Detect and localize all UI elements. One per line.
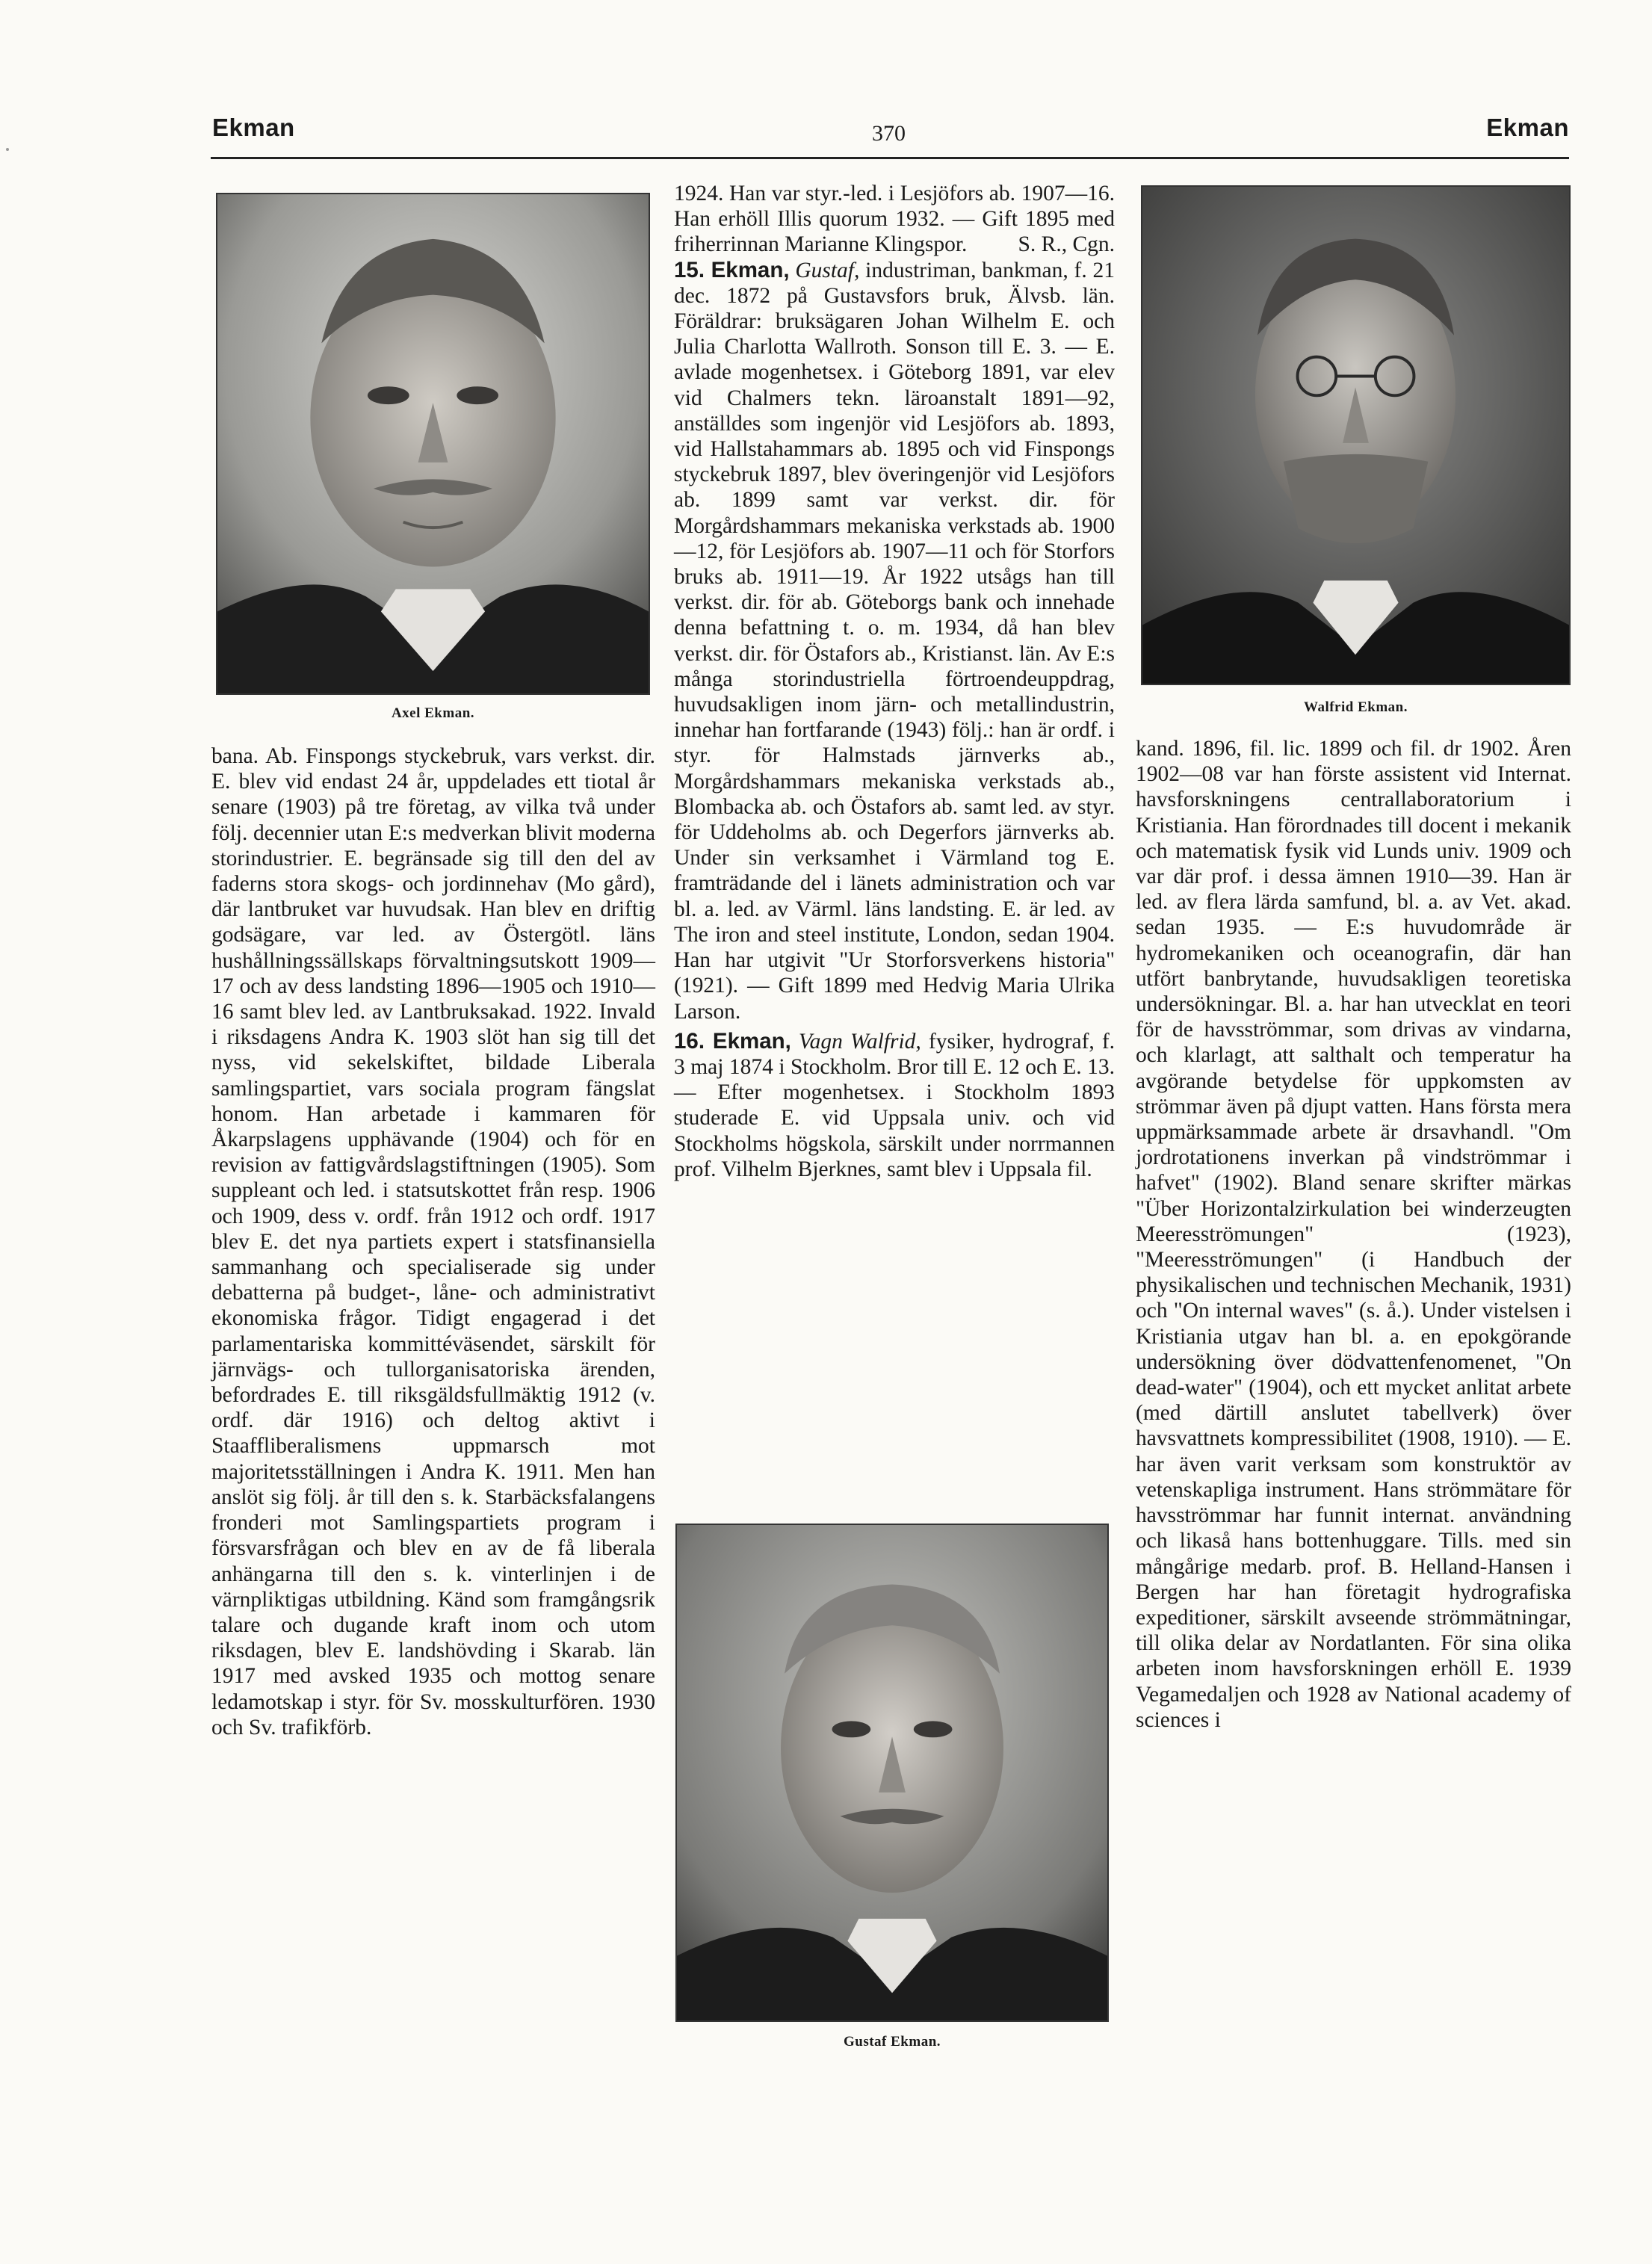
page-number: 370	[872, 121, 906, 146]
margin-speck	[6, 148, 9, 151]
left-column	[211, 743, 655, 1740]
portrait-caption: Walfrid Ekman.	[1304, 699, 1408, 715]
running-head-right: Ekman	[1486, 114, 1569, 141]
biography-text	[674, 181, 1115, 258]
entry-number: 15. Ekman,	[674, 257, 790, 282]
running-head-left: Ekman	[212, 114, 295, 141]
portrait-caption: Axel Ekman.	[391, 705, 475, 721]
portrait-walfrid-ekman	[1141, 185, 1571, 685]
portrait-gustaf-ekman	[675, 1524, 1109, 2022]
entry-text: industriman, bankman, f. 21 dec. 1872 på Gustavsfors bruk, Älvsb. län. Föräldrar: bruksägaren Johan Wilhelm E. och Julia Charlotta Wallroth. Sonson till E. 3. — E. avlade mogenhetsex. i Göteborg 1891, var elev vid Chalmers tekn. läroanstalt 1891—92, anställdes som ingenjör vid Lesjöfors ab. 1893, vid Hallstahammars ab. 1895 och vid Finspongs styckebruk 1897, blev överingenjör vid Lesjöfors ab. 1899 samt var verkst. dir. för Morgårdshammars mekaniska verkstads ab. 1900—12, för Lesjöfors ab. 1907—11 och för Storfors bruks ab. 1911—19. År 1922 utsågs han till verkst. dir. för ab. Göteborgs bank och innehade denna befattning t. o. m. 1934, då han blev verkst. dir. för Östafors ab., Kristianst. län. Av E:s många storindustriella förtroendeuppdrag, huvudsakligen inom järn- och metallindustrin, innehar han fortfarande (1943) följ.: han är ordf. i styr. för Halmstads järnverks ab., Morgårdshammars mekaniska verkstads ab., Blombacka ab. och Östafors ab. samt led. av styr. för Uddeholms ab. och Degerfors järnverks ab. Under sin verksamhet i Värmland tog E. framträdande del i länets administration och var bl. a. led. av Värml. läns landsting. E. är led. av The iron and steel institute, London, sedan 1904. Han har utgivit "Ur Storforsverkens historia" (1921). — Gift 1899 med Hedvig Maria Ulrika Larson.	[674, 258, 1116, 1024]
middle-column	[674, 181, 1115, 1182]
author-signature: S. R., Cgn.	[1018, 232, 1115, 257]
portrait-caption: Gustaf Ekman.	[843, 2034, 941, 2050]
header-rule	[211, 157, 1569, 159]
right-column	[1136, 736, 1571, 1733]
entry-text: fysiker, hydrograf, f. 3 maj 1874 i Stockholm. Bror till E. 12 och E. 13. — Efter mogenhetsex. i Stockholm 1893 studerade E. vid Uppsala univ. och vid Stockholms högskola, särskilt under norrmannen prof. Vilhelm Bjerknes, samt blev i Uppsala fil.	[674, 1029, 1116, 1181]
entry-name: Gustaf,	[795, 258, 860, 282]
entry-14-conclusion: 1924. Han var styr.-led. i Lesjöfors ab. 1907—16. Han erhöll Illis quorum 1932. — Gift 1895 med friherrinnan Marianne Klingspor.	[674, 182, 1115, 257]
biography-text: bana. Ab. Finspongs styckebruk, vars verkst. dir. E. blev vid endast 24 år, uppdelades ett tiotal år senare (1903) på tre företag, av vilka två under följ. decennier utan E:s medverkan blivit moderna storindustrier. E. begränsade sig till den del av faderns stora skogs- och jordinnehav (Mo gård), där lantbruket var huvudsak. Han blev en driftig godsägare, var led. av Östergötl. läns hushållningssällskaps förvaltningsutskott 1909—17 och av dess landsting 1896—1905 och 1910—16 samt blev led. av Lantbruksakad. 1922. Invald i riksdagens Andra K. 1903 slöt han sig till det nyss, vid sekelskiftet, bildade Liberala samlingspartiet, vars sociala program fängslat honom. Han arbetade i kammaren för Åkarpslagens upphävande (1904) och för en revision av fattigvårdslagstiftningen (1905). Som suppleant och led. i statsutskottet från resp. 1906 och 1909, dess v. ordf. från 1912 och ordf. 1917 blev E. det nya partiets expert i statsfinansiella sammanhang och specialiserade sig under debatterna på budget-, låne- och administrativt ekonomiska frågor. Tidigt engagerad i det parlamentariska kommittéväsendet, särskilt för järnvägs- och tullorganisatoriska ärenden, befordrades E. till riksgäldsfullmäktig 1912 (v. ordf. där 1916) och deltog aktivt i Staaffliberalismens uppmarsch mot majoritetsställningen i Andra K. 1911. Men han anslöt sig följ. år till den s. k. Starbäcksfalangens fronderi mot Samlingspartiets program i försvarsfrågan och blev en av de få liberala anhängarna till den s. k. vinterlinjen i de värnpliktigas utbildning. Känd som framgångsrik talare och dugande kraft inom och utom riksdagen, blev E. landshövding i Skarab. län 1917 med avsked 1935 och mottog senare ledamotskap i styr. för Sv. mosskulturfören. 1930 och Sv. trafikförb.	[211, 744, 655, 1739]
entry-15	[674, 258, 1115, 1024]
entry-name: Vagn Walfrid,	[798, 1029, 921, 1054]
entry-number: 16. Ekman,	[674, 1028, 791, 1054]
portrait-axel-ekman	[216, 193, 650, 695]
entry-16	[674, 1029, 1115, 1182]
biography-text: kand. 1896, fil. lic. 1899 och fil. dr 1902. Åren 1902—08 var han förste assistent vid Internat. havsforskningens centrallaboratorium i Kristiania. Han förordnades till docent i mekanik och matematisk fysik vid Lunds univ. 1909 och var där prof. i dessa ämnen 1910—39. Han är led. av flera lärda samfund, bl. a. av Vet. akad. sedan 1935. — E:s huvudområde är hydromekaniken och oceanografin, där han utfört banbrytande, huvudsakligen teoretiska undersökningar. Bl. a. har han utvecklat en teori för de havsströmmar, som drivas av vindarna, och klarlagt, att salthalt och temperatur ha avgörande betydelse för uppkomsten av strömmar även på djupt vatten. Hans första mera uppmärksammade arbete är drsavhandl. "Om jordrotationens inverkan på vindströmmar i hafvet" (1902). Bland senare skrifter märkas "Über Horizontalzirkulation bei winderzeugten Meeresströmungen" (1923), "Meeresströmungen" (i Handbuch der physikalischen und technischen Mechanik, 1931) och "On internal waves" (s. å.). Under vistelsen i Kristiania utgav han bl. a. en epokgörande undersökning över dödvattenfenomenet, "On dead-water" (1904), och ett mycket anlitat arbete (med därtill anslutet tabellverk) över havsvattnets kompressibilitet (1908, 1910). — E. har även varit verksam som konstruktör av vetenskapliga instrument. Hans strömmätare för havsströmmar har funnit internat. användning och likaså hans bottenhuggare. Tills. med sin mångårige medarb. prof. B. Helland-Hansen i Bergen har han företagit hydrografiska expeditioner, särskilt avseende strömmätningar, till olika delar av Nordatlanten. För sina olika arbeten inom havsforskningen erhöll E. 1939 Vegamedaljen och 1928 av National academy of sciences i	[1136, 737, 1571, 1732]
